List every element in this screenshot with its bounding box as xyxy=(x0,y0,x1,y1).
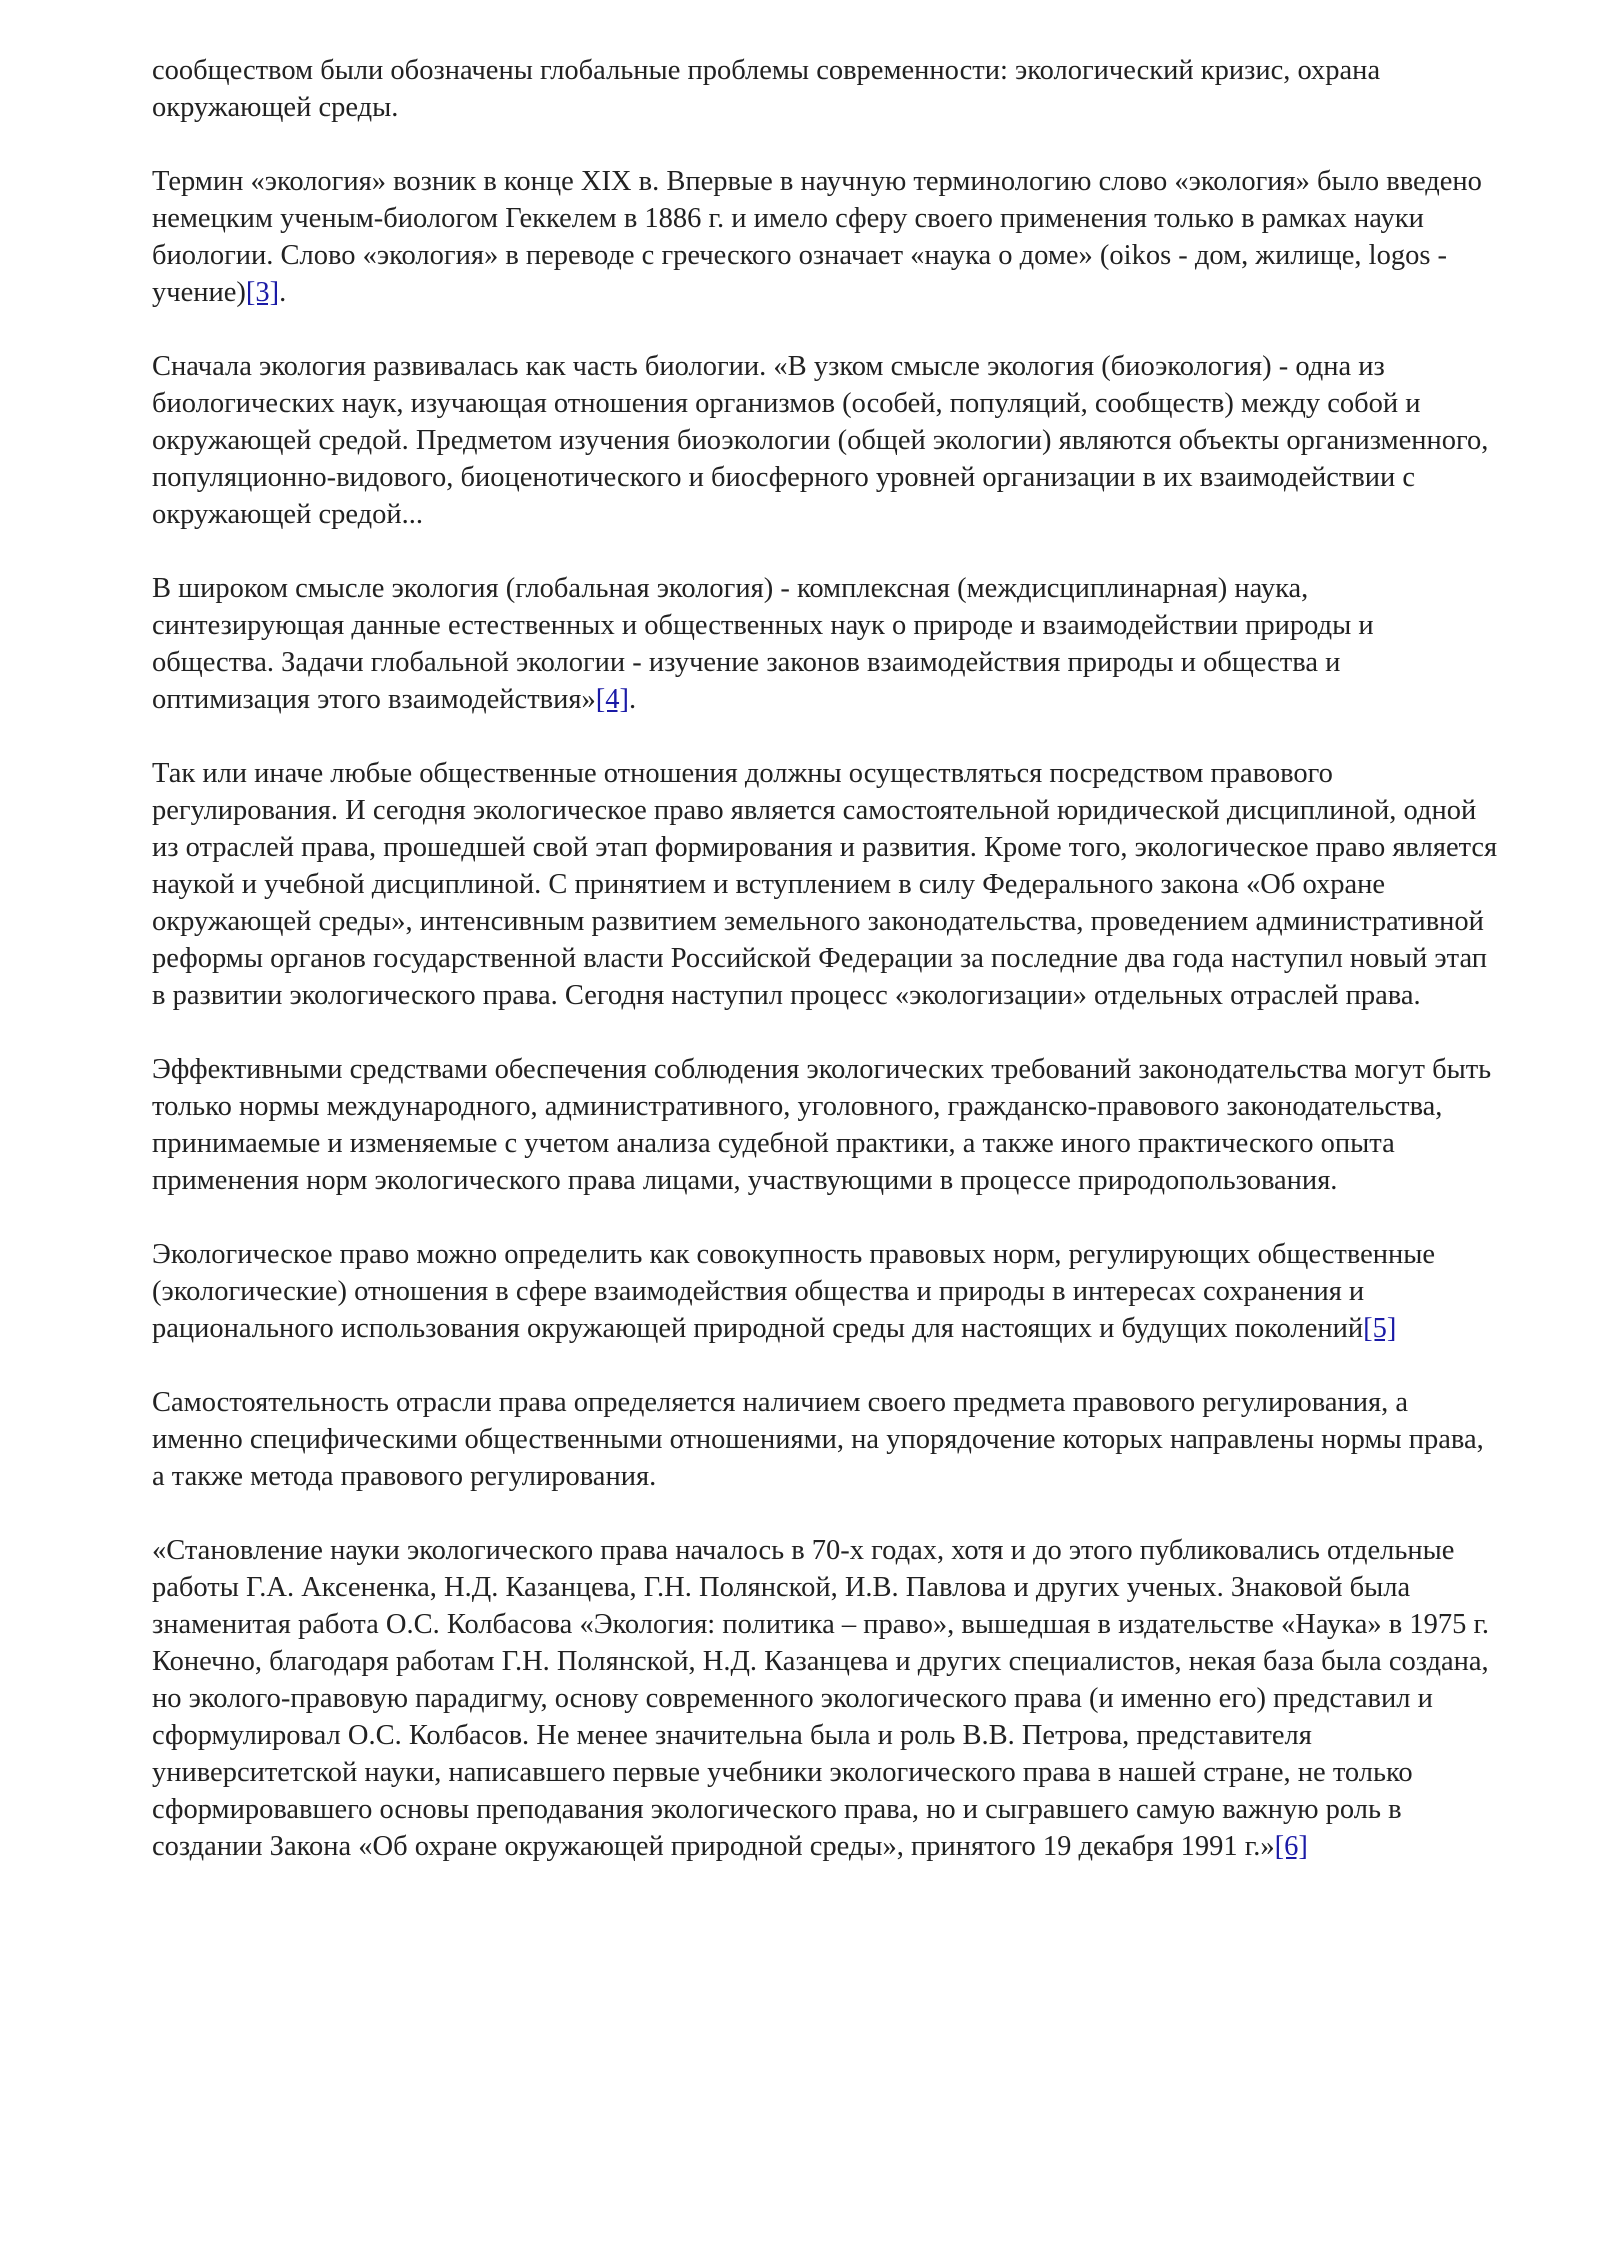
paragraph xyxy=(152,52,1502,126)
paragraph-text: Так или иначе любые общественные отношения должны осуществляться посредством правового регулирования. И сегодня экологическое право является самостоятельной юридической дисциплиной, одной из отраслей права, прошедшей свой этап формирования и развития. Кроме того, экологическое право является наукой и учебной дисциплиной. С принятием и вступлением в силу Федерального закона «Об охране окружающей среды», интенсивным развитием земельного законодательства, проведением административной реформы органов государственной власти Российской Федерации за последние два года наступил новый этап в развитии экологического права. Сегодня наступил процесс «экологизации» отдельных отраслей права. xyxy=(152,758,1498,1011)
paragraph xyxy=(152,1532,1502,1865)
paragraph xyxy=(152,1051,1502,1199)
paragraph xyxy=(152,163,1502,311)
footnote-link[interactable]: [3] xyxy=(245,277,280,308)
paragraph-text: Самостоятельность отрасли права определяется наличием своего предмета правового регулирования, а именно специфическими общественными отношениями, на упорядочение которых направлены нормы права, а также метода правового регулирования. xyxy=(152,1387,1484,1492)
paragraph-text: Термин «экология» возник в конце XIX в. Впервые в научную терминологию слово «экология» было введено немецким ученым-биологом Геккелем в 1886 г. и имело сферу своего применения только в рамках науки биологии. Слово «экология» в переводе с греческого означает «наука о доме» (oikos - дом, жилище, logos - учение) xyxy=(152,166,1482,308)
paragraph xyxy=(152,755,1502,1014)
paragraph xyxy=(152,1384,1502,1495)
paragraph-tail: . xyxy=(279,277,287,308)
paragraph-text: Экологическое право можно определить как совокупность правовых норм, регулирующих общественные (экологические) отношения в сфере взаимодействия общества и природы в интересах сохранения и рационального использования окружающей природной среды для настоящих и будущих поколений xyxy=(152,1239,1436,1344)
footnote-link[interactable]: [6] xyxy=(1274,1831,1308,1862)
paragraph-tail: . xyxy=(628,684,637,715)
footnote-link[interactable]: [5] xyxy=(1363,1313,1397,1344)
paragraph-text: В широком смысле экология (глобальная экология) - комплексная (междисциплинарная) наука, синтезирующая данные естественных и общественных наук о природе и взаимодействии природы и общества. Задачи глобальной экологии - изучение законов взаимодействия природы и общества и оптимизация этого взаимодействия» xyxy=(152,573,1374,715)
footnote-link[interactable]: [4] xyxy=(595,684,629,715)
paragraph xyxy=(152,1236,1502,1347)
document-body xyxy=(152,52,1502,1865)
paragraph xyxy=(152,348,1502,533)
paragraph-text: Эффективными средствами обеспечения соблюдения экологических требований законодательства могут быть только нормы международного, административного, уголовного, гражданско-правового законодательства, принимаемые и изменяемые с учетом анализа судебной практики, а также иного практического опыта применения норм экологического права лицами, участвующими в процессе природопользования. xyxy=(152,1054,1492,1196)
paragraph-text: Сначала экология развивалась как часть биологии. «В узком смысле экология (биоэкология) - одна из биологических наук, изучающая отношения организмов (особей, популяций, сообществ) между собой и окружающей средой. Предметом изучения биоэкологии (общей экологии) являются объекты организменного, популяционно-видового, биоценотического и биосферного уровней организации в их взаимодействии с окружающей средой... xyxy=(152,351,1489,530)
paragraph-text: «Становление науки экологического права началось в 70-х годах, хотя и до этого публиковались отдельные работы Г.А. Аксененка, Н.Д. Казанцева, Г.Н. Полянской, И.В. Павлова и других ученых. Знаковой была знаменитая работа О.С. Колбасова «Экология: политика – право», вышедшая в издательстве «Наука» в 1975 г. Конечно, благодаря работам Г.Н. Полянской, Н.Д. Казанцева и других специалистов, некая база была создана, но эколого-правовую парадигму, основу современного экологического права (и именно его) представил и сформулировал О.С. Колбасов. Не менее значительна была и роль В.В. Петрова, представителя университетской науки, написавшего первые учебники экологического права в нашей стране, не только сформировавшего основы преподавания экологического права, но и сыгравшего самую важную роль в создании Закона «Об охране окружающей природной среды», принятого 19 декабря 1991 г.» xyxy=(152,1535,1490,1862)
paragraph-text: сообществом были обозначены глобальные проблемы современности: экологический кризис, охрана окружающей среды. xyxy=(152,55,1381,123)
paragraph xyxy=(152,570,1502,718)
